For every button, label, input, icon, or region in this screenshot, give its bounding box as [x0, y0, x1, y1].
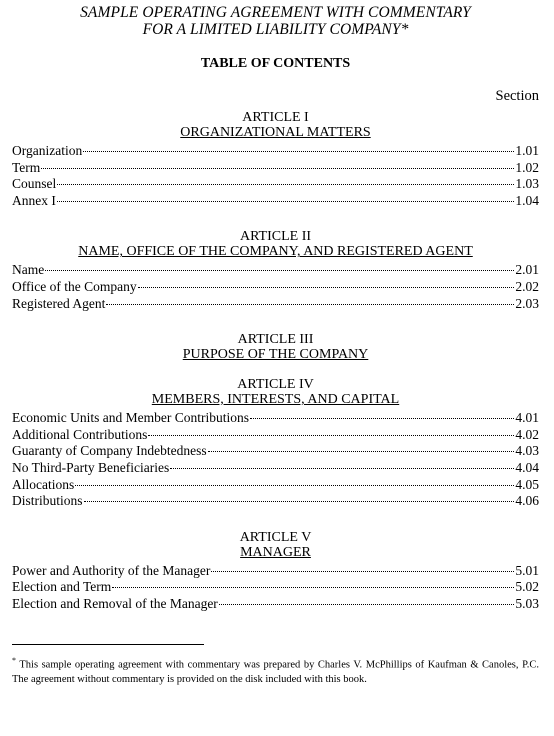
entry-section: 1.02 [515, 159, 539, 175]
entry-section: 2.02 [515, 278, 539, 294]
entry-section: 4.04 [515, 459, 539, 475]
entry-section: 4.06 [515, 493, 539, 509]
dot-leader [57, 184, 514, 185]
article-number: ARTICLE I [242, 110, 309, 125]
toc-entry-name[interactable] [12, 262, 539, 279]
entry-section: 4.02 [515, 426, 539, 442]
article-name: NAME, OFFICE OF THE COMPANY, AND REGISTERED AGENT [78, 244, 473, 260]
dot-leader [84, 501, 515, 502]
toc-entry-no-third-party[interactable] [12, 460, 539, 477]
entry-label: Organization [12, 143, 83, 158]
entry-label: Additional Contributions [12, 426, 148, 442]
article-name: ORGANIZATIONAL MATTERS [180, 125, 371, 140]
article-3 [12, 332, 539, 363]
toc-entry-registered-agent[interactable] [12, 296, 539, 313]
document-title-line-2: FOR A LIMITED LIABILITY COMPANY* [142, 21, 409, 38]
dot-leader [112, 587, 514, 588]
dot-leader [211, 571, 514, 572]
article-4 [12, 377, 539, 510]
entry-section: 5.01 [515, 562, 539, 578]
footnote [12, 654, 539, 687]
article-number: ARTICLE III [237, 332, 314, 348]
entry-section: 5.03 [515, 595, 539, 611]
dot-leader [148, 435, 514, 436]
entry-section: 5.02 [515, 579, 539, 595]
entry-label: Office of the Company [12, 278, 137, 294]
toc-entry-election-removal[interactable] [12, 596, 539, 613]
entry-label: Guaranty of Company Indebtedness [12, 443, 207, 459]
article-name: MEMBERS, INTERESTS, AND CAPITAL [151, 392, 400, 408]
dot-leader [250, 418, 514, 419]
dot-leader [138, 287, 515, 288]
dot-leader [106, 304, 514, 305]
entry-label: Election and Removal of the Manager [12, 595, 218, 611]
article-5 [12, 530, 539, 613]
article-number: ARTICLE II [239, 229, 312, 245]
entry-label: Annex I [12, 192, 56, 208]
article-1 [12, 110, 539, 209]
article-number: ARTICLE IV [237, 377, 314, 393]
dot-leader [219, 604, 515, 605]
entry-section: 1.01 [515, 143, 539, 158]
entry-label: Registered Agent [12, 295, 106, 311]
entry-label: Counsel [12, 176, 57, 192]
entry-section: 2.03 [515, 295, 539, 311]
entry-label: No Third-Party Beneficiaries [12, 459, 170, 475]
footnote-marker: * [12, 656, 16, 665]
toc-entry-power-authority[interactable] [12, 563, 539, 580]
toc-entry-distributions[interactable] [12, 493, 539, 510]
entry-label: Allocations [12, 476, 75, 492]
entry-label: Power and Authority of the Manager [12, 562, 211, 578]
dot-leader [41, 168, 514, 169]
toc-entry-office[interactable] [12, 279, 539, 296]
entry-label: Election and Term [12, 579, 112, 595]
toc-entry-guaranty[interactable] [12, 443, 539, 460]
toc-entry-term[interactable] [12, 160, 539, 177]
dot-leader [45, 270, 514, 271]
article-name: PURPOSE OF THE COMPANY [182, 347, 369, 363]
entry-label: Term [12, 159, 41, 175]
entry-label: Economic Units and Member Contributions [12, 410, 249, 426]
document-title-line-1: SAMPLE OPERATING AGREEMENT WITH COMMENTARY [80, 4, 471, 21]
dot-leader [57, 201, 515, 202]
dot-leader [208, 451, 515, 452]
toc-entry-economic-units[interactable] [12, 410, 539, 427]
section-column-label: Section [495, 88, 539, 104]
toc-entry-allocations[interactable] [12, 477, 539, 494]
entry-label: Name [12, 262, 45, 278]
dot-leader [170, 468, 514, 469]
entry-label: Distributions [12, 493, 83, 509]
article-2 [12, 229, 539, 312]
entry-section: 1.03 [515, 176, 539, 192]
entry-section: 1.04 [515, 192, 539, 208]
entry-section: 4.03 [515, 443, 539, 459]
dot-leader [75, 485, 514, 486]
article-number: ARTICLE V [239, 529, 312, 545]
entry-section: 4.01 [515, 410, 539, 426]
toc-entry-annex-i[interactable] [12, 193, 539, 210]
dot-leader [83, 151, 514, 152]
toc-entry-counsel[interactable] [12, 176, 539, 193]
article-name: MANAGER [240, 544, 311, 560]
entry-section: 4.05 [515, 476, 539, 492]
footnote-divider [12, 644, 204, 645]
toc-entry-election-term[interactable] [12, 579, 539, 596]
footnote-text: This sample operating agreement with commentary was prepared by Charles V. McPhillips of Kaufman & Canoles, P.C. The agreement without commentary is provided on the disk included with this book. [12, 659, 539, 685]
toc-heading: TABLE OF CONTENTS [200, 56, 351, 71]
toc-entry-organization[interactable] [12, 143, 539, 160]
toc-page [12, 4, 539, 613]
entry-section: 2.01 [515, 262, 539, 278]
toc-entry-additional-contributions[interactable] [12, 427, 539, 444]
